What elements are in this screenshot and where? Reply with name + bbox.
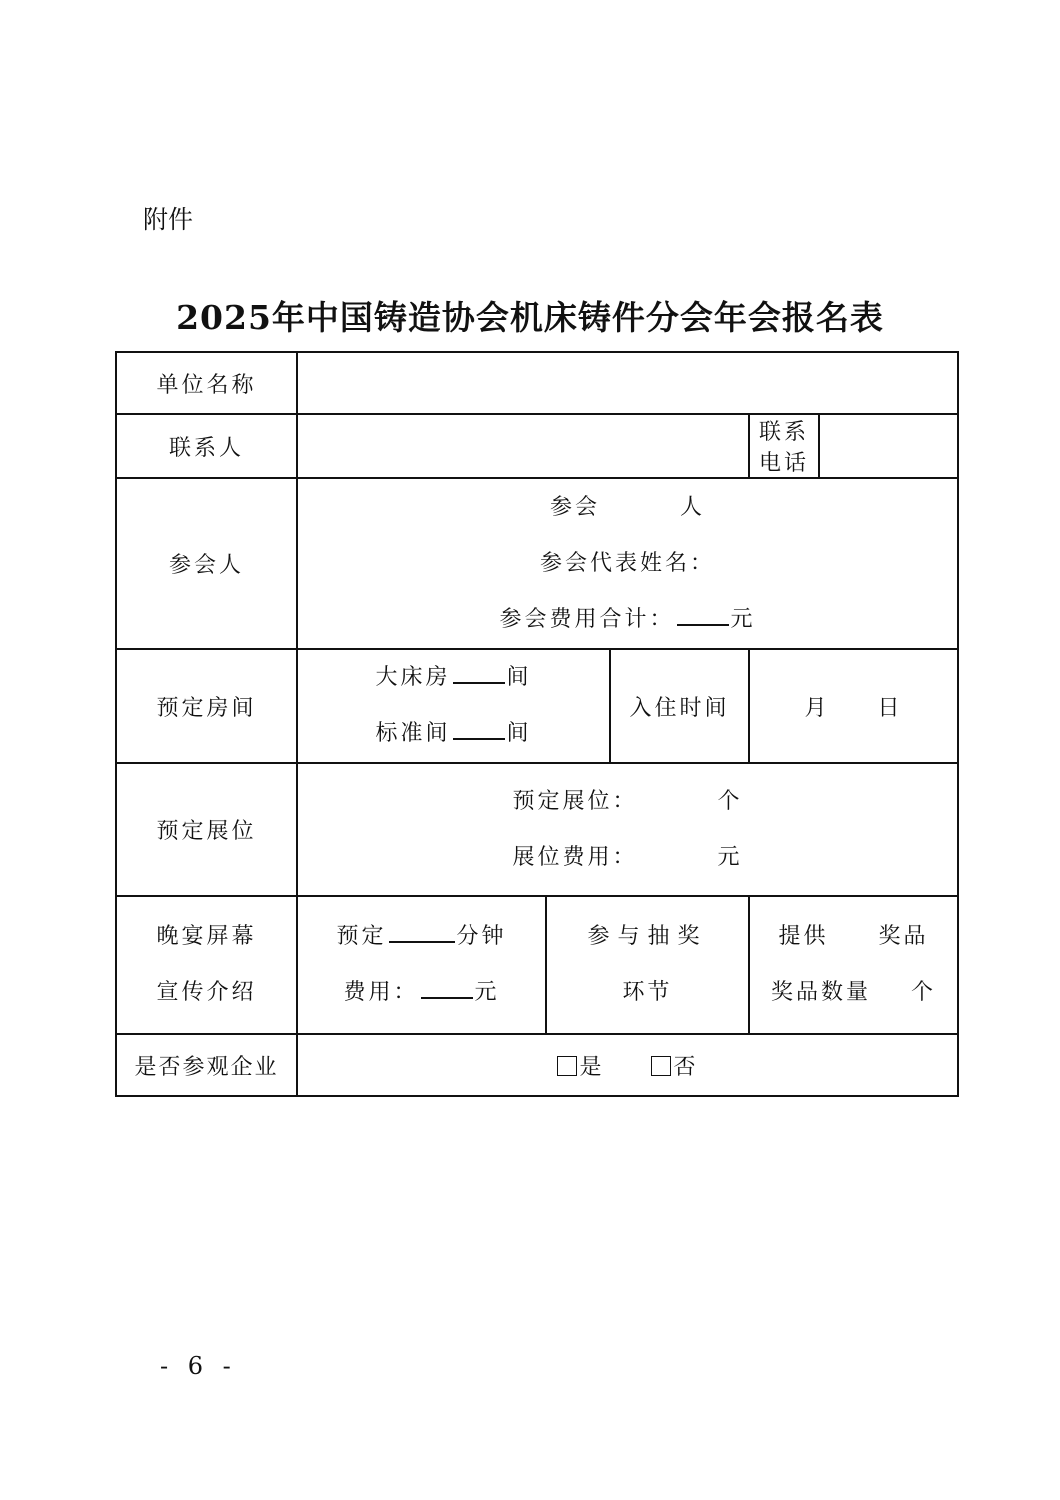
- booth-fee-label: 展位费用：: [512, 844, 638, 870]
- company-label: 单位名称: [116, 352, 297, 414]
- booth-field[interactable]: [297, 763, 958, 896]
- booth-count-unit: 个: [717, 788, 743, 814]
- banquet-reserve-field[interactable]: [297, 896, 546, 1034]
- attendee-count-suffix: 人: [680, 494, 706, 520]
- visit-no-label: 否: [673, 1054, 699, 1080]
- row-room: [116, 649, 958, 763]
- attendee-count-prefix: 参会: [550, 494, 601, 520]
- twin-room-line: [298, 706, 609, 762]
- booth-label: 预定展位: [116, 763, 297, 896]
- page-number: - 6 -: [160, 1352, 237, 1380]
- banquet-label-line1: 晚宴屏幕: [156, 924, 257, 949]
- checkin-day-unit: 日: [877, 695, 903, 721]
- checkbox-icon[interactable]: [557, 1056, 577, 1076]
- attendee-count-line: [298, 480, 957, 536]
- row-company: [116, 352, 958, 414]
- contact-field[interactable]: [297, 414, 749, 478]
- prize-qty-unit: 个: [911, 980, 937, 1005]
- king-room-label: 大床房: [375, 665, 451, 690]
- booth-count-line: [298, 774, 957, 830]
- visit-yes-option[interactable]: [557, 1055, 605, 1080]
- attendee-names-line: [298, 536, 957, 592]
- visit-yes-label: 是: [579, 1054, 605, 1080]
- prize-qty-label: 奖品数量: [771, 980, 872, 1005]
- banquet-reserve-prefix: 预定: [336, 924, 387, 949]
- booth-count-label: 预定展位：: [512, 788, 638, 814]
- prize-field[interactable]: [749, 896, 958, 1034]
- room-field[interactable]: [297, 649, 610, 763]
- phone-field[interactable]: [819, 414, 958, 478]
- row-contact: [116, 414, 958, 478]
- banquet-label: [116, 896, 297, 1034]
- attendee-fee-line: [298, 592, 957, 648]
- attendee-fee-unit: 元: [730, 606, 756, 632]
- annex-label: 附件: [143, 205, 194, 234]
- row-visit: [116, 1034, 958, 1096]
- banquet-reserve-line: [298, 909, 545, 965]
- room-label: 预定房间: [116, 649, 297, 763]
- twin-room-unit: 间: [506, 721, 532, 746]
- lottery-label-line1: 参与抽奖: [587, 924, 708, 949]
- prize-provide-line: [750, 909, 957, 965]
- banquet-fee-label: 费用：: [343, 980, 419, 1005]
- visit-no-option[interactable]: [651, 1055, 699, 1080]
- lottery-label-line2: 环节: [622, 980, 673, 1005]
- booth-fee-unit: 元: [717, 844, 743, 870]
- registration-form-table: [115, 351, 959, 1097]
- prize-qty-line: [750, 965, 957, 1021]
- banquet-fee-line: [298, 965, 545, 1021]
- prize-label: 奖品: [878, 924, 929, 949]
- checkin-month-unit: 月: [804, 695, 830, 721]
- row-banquet: [116, 896, 958, 1034]
- attendees-label: 参会人: [116, 478, 297, 649]
- booth-fee-line: [298, 830, 957, 886]
- row-attendees: [116, 478, 958, 649]
- king-room-line: [298, 650, 609, 706]
- banquet-fee-unit: 元: [474, 980, 500, 1005]
- attendees-field[interactable]: [297, 478, 958, 649]
- twin-room-label: 标准间: [375, 721, 451, 746]
- checkbox-icon[interactable]: [651, 1056, 671, 1076]
- phone-label: 联系电话: [749, 414, 819, 478]
- checkin-field[interactable]: [749, 649, 958, 763]
- form-title: 2025年中国铸造协会机床铸件分会年会报名表: [176, 298, 884, 337]
- visit-field: [297, 1034, 958, 1096]
- row-booth: [116, 763, 958, 896]
- visit-label: 是否参观企业: [116, 1034, 297, 1096]
- prize-provide-label: 提供: [778, 924, 829, 949]
- contact-label: 联系人: [116, 414, 297, 478]
- king-room-unit: 间: [506, 665, 532, 690]
- checkin-label: 入住时间: [610, 649, 749, 763]
- attendee-names-label: 参会代表姓名：: [540, 550, 716, 576]
- lottery-label: [546, 896, 749, 1034]
- company-field[interactable]: [297, 352, 958, 414]
- banquet-label-line2: 宣传介绍: [156, 980, 257, 1005]
- attendee-fee-label: 参会费用合计：: [499, 606, 675, 632]
- banquet-reserve-unit: 分钟: [456, 924, 507, 949]
